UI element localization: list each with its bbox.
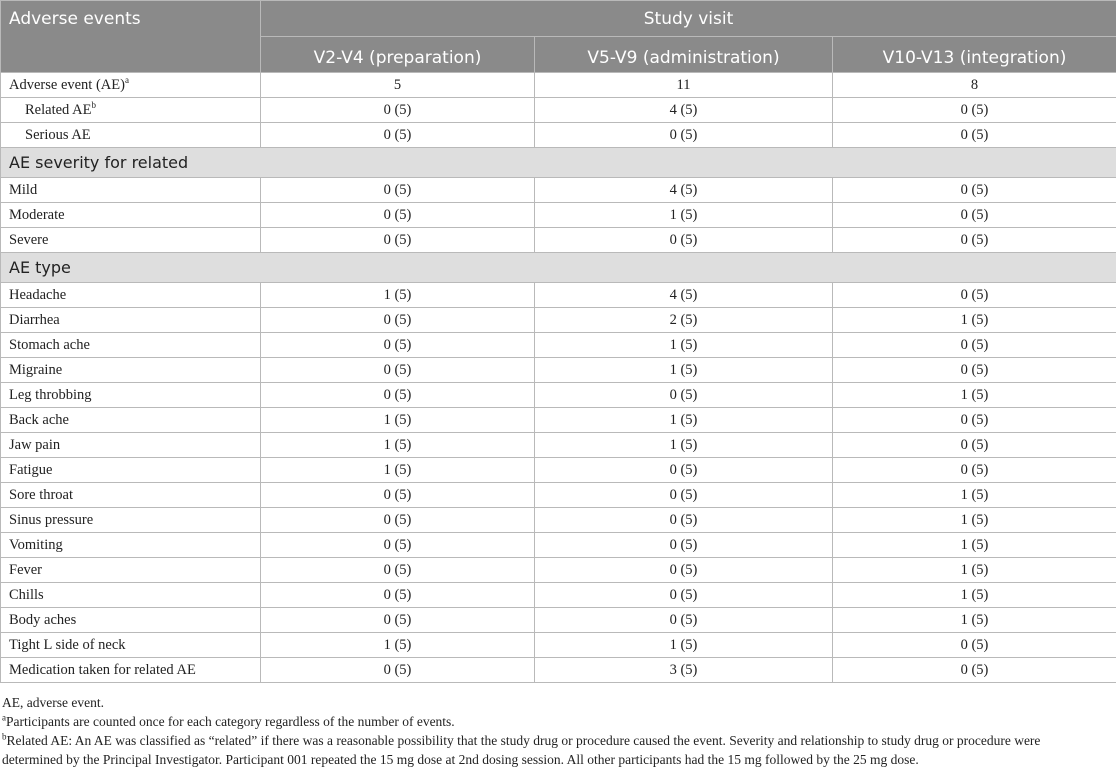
table-cell: 0 (5) [833,178,1116,203]
table-cell: 1 (5) [261,458,535,483]
row-label [1,558,261,583]
row-label [1,458,261,483]
table-cell: 1 (5) [833,508,1116,533]
table-row [1,333,1116,358]
table-row [1,533,1116,558]
table-row [1,633,1116,658]
table-cell: 1 (5) [833,308,1116,333]
table-cell: 1 (5) [535,358,833,383]
table-row [1,608,1116,633]
table-cell: 1 (5) [535,433,833,458]
table-row [1,283,1116,308]
table-cell: 1 (5) [261,408,535,433]
footnote-text: Related AE: An AE was classified as “related” if there was a reasonable possibility that the study drug or procedure caused the event. Severity and relationship to study drug or procedure were [6,733,1041,748]
table-cell: 1 (5) [535,408,833,433]
footnote [2,712,1116,731]
table-cell: 4 (5) [535,283,833,308]
row-label-text: Medication taken for related AE [9,661,196,678]
table-cell: 1 (5) [535,633,833,658]
row-label [1,283,261,308]
footnote-text: determined by the Principal Investigator. Participant 001 repeated the 15 mg dose at 2nd dosing session. All other participants had the 15 mg followed by the 25 mg dose. [2,752,919,767]
table-cell: 0 (5) [261,123,535,148]
table-row [1,98,1116,123]
row-header-adverse-events: Adverse events [1,1,261,73]
row-label [1,308,261,333]
row-label [1,123,261,148]
table-row [1,458,1116,483]
row-label-text: Back ache [9,411,69,428]
table-row [1,408,1116,433]
table-cell: 0 (5) [833,408,1116,433]
table-cell: 0 (5) [535,608,833,633]
row-label [1,533,261,558]
table-cell: 1 (5) [261,633,535,658]
table-cell: 0 (5) [833,333,1116,358]
table-row [1,73,1116,98]
footnote [2,731,1116,750]
row-label-text: Serious AE [25,126,91,143]
table-cell: 0 (5) [535,533,833,558]
row-label [1,203,261,228]
row-label-text: Related AE [25,101,92,118]
table-cell: 1 (5) [833,558,1116,583]
column-header-preparation: V2-V4 (preparation) [261,37,535,73]
row-label-text: Migraine [9,361,63,378]
table-cell: 0 (5) [833,433,1116,458]
row-label-text: Chills [9,586,44,603]
table-cell: 0 (5) [261,583,535,608]
footnote-marker: a [124,74,129,85]
table-cell: 0 (5) [833,358,1116,383]
row-label [1,433,261,458]
table-cell: 0 (5) [833,123,1116,148]
row-label [1,408,261,433]
row-label [1,333,261,358]
table-cell: 3 (5) [535,658,833,683]
footnote-marker: b [91,99,96,110]
section-title: AE severity for related [1,148,1116,178]
table-header [1,1,1116,73]
table-cell: 4 (5) [535,98,833,123]
table-cell: 0 (5) [261,383,535,408]
section-row [1,253,1116,283]
row-label-text: Sore throat [9,486,74,503]
row-label-text: Headache [9,286,67,303]
section-row [1,148,1116,178]
table-cell: 2 (5) [535,308,833,333]
table-cell: 0 (5) [833,203,1116,228]
table-cell: 1 (5) [833,608,1116,633]
column-header-administration: V5-V9 (administration) [535,37,833,73]
row-label-text: Adverse event (AE) [9,76,125,93]
row-label [1,73,261,98]
table-row [1,178,1116,203]
table-cell: 1 (5) [833,533,1116,558]
table-cell: 0 (5) [535,558,833,583]
row-label [1,383,261,408]
table-row [1,308,1116,333]
table-row [1,558,1116,583]
row-label [1,633,261,658]
table-cell: 0 (5) [261,98,535,123]
footnote [2,693,1116,712]
footnote-marker: b [2,731,7,742]
table-cell: 0 (5) [535,228,833,253]
table-cell: 1 (5) [833,583,1116,608]
table-row [1,583,1116,608]
footnote-text: Participants are counted once for each category regardless of the number of events. [6,714,455,729]
row-label-text: Vomiting [9,536,63,553]
table-cell: 0 (5) [261,308,535,333]
table-cell: 0 (5) [261,483,535,508]
table-cell: 0 (5) [833,633,1116,658]
table-cell: 0 (5) [535,123,833,148]
table-row [1,508,1116,533]
row-label-text: Stomach ache [9,336,90,353]
table-cell: 0 (5) [535,583,833,608]
table-cell: 1 (5) [261,283,535,308]
row-label [1,228,261,253]
table-cell: 0 (5) [833,228,1116,253]
row-label-text: Fever [9,561,43,578]
row-label-text: Mild [9,181,38,198]
table-cell: 1 (5) [535,333,833,358]
table-body [1,73,1116,683]
table-cell: 0 (5) [535,383,833,408]
table-cell: 0 (5) [261,228,535,253]
row-label-text: Tight L side of neck [9,636,126,653]
table-row [1,383,1116,408]
row-label-text: Moderate [9,206,65,223]
table-cell: 0 (5) [261,658,535,683]
table-cell: 8 [833,73,1116,98]
table-row [1,483,1116,508]
table-cell: 0 (5) [261,533,535,558]
table-cell: 0 (5) [261,558,535,583]
table-cell: 5 [261,73,535,98]
table-cell: 0 (5) [261,358,535,383]
row-label [1,583,261,608]
row-label [1,483,261,508]
table-cell: 0 (5) [261,333,535,358]
footnote-text: AE, adverse event. [2,695,104,710]
table-cell: 1 (5) [535,203,833,228]
table-cell: 11 [535,73,833,98]
row-label [1,358,261,383]
table-cell: 0 (5) [261,178,535,203]
column-header-integration: V10-V13 (integration) [833,37,1116,73]
section-title: AE type [1,253,1116,283]
row-label-text: Sinus pressure [9,511,94,528]
row-label-text: Diarrhea [9,311,60,328]
table-cell: 0 (5) [261,608,535,633]
footnote [2,750,1116,769]
table-cell: 0 (5) [833,458,1116,483]
table-cell: 1 (5) [261,433,535,458]
footnote-marker: a [2,712,6,723]
row-label-text: Severe [9,231,49,248]
table-cell: 0 (5) [261,203,535,228]
table-cell: 1 (5) [833,383,1116,408]
table-cell: 0 (5) [833,283,1116,308]
table-row [1,433,1116,458]
table-row [1,123,1116,148]
row-label-text: Fatigue [9,461,53,478]
row-label-text: Jaw pain [9,436,61,453]
table-row [1,228,1116,253]
column-group-study-visit: Study visit [261,1,1116,37]
table-cell: 1 (5) [833,483,1116,508]
row-label [1,508,261,533]
row-label [1,608,261,633]
table-footnotes [0,693,1116,769]
table-cell: 0 (5) [535,483,833,508]
table-row [1,203,1116,228]
row-label-text: Leg throbbing [9,386,92,403]
row-label [1,658,261,683]
table-cell: 0 (5) [535,508,833,533]
table-cell: 0 (5) [833,658,1116,683]
table-cell: 0 (5) [833,98,1116,123]
row-label [1,178,261,203]
row-label-text: Body aches [9,611,77,628]
row-label [1,98,261,123]
table-row [1,658,1116,683]
table-cell: 0 (5) [261,508,535,533]
table-cell: 4 (5) [535,178,833,203]
table-cell: 0 (5) [535,458,833,483]
table-row [1,358,1116,383]
